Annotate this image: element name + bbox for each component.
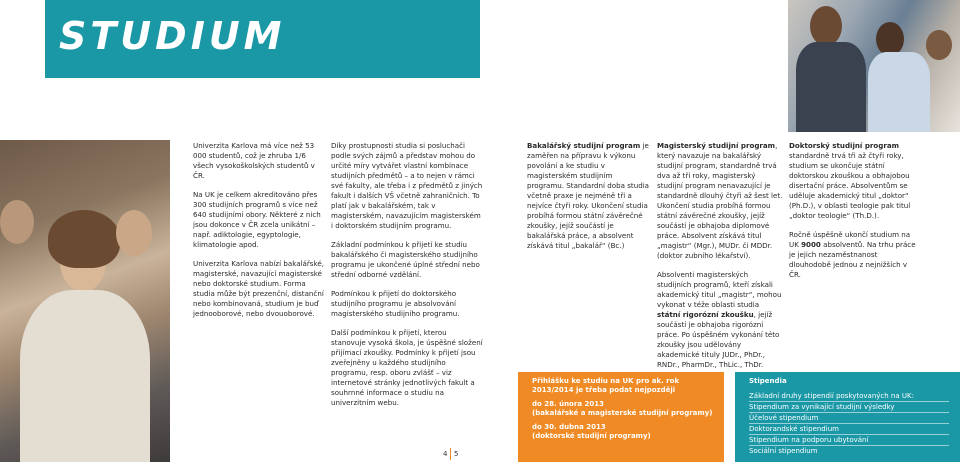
- conditions-paragraph: Díky prostupnosti studia si posluchači podle svých zájmů a představ mohou do určité míry vytvářet vlastní kombinace studijních předmětů – a to nejen v rámci své fakulty, ale třeba i z předmětů z jiných fakult i dalších VŠ včetně zahraničních. To platí jak v bakalářském, tak v magisterském, navazujícím magisterském i doktorském studijním programu.: [331, 141, 483, 230]
- bachelor-column: [527, 141, 651, 260]
- rigorous-paragraph: [657, 270, 783, 370]
- rigorous-exam-bold: státní rigorózní zkoušku: [657, 310, 754, 319]
- deadline-date: do 30. dubna 2013: [532, 423, 606, 431]
- person-body-shape: [796, 42, 866, 132]
- students-group-photo: [788, 0, 960, 132]
- conditions-paragraph: Další podmínkou k přijetí, kterou stanovuje vysoká škola, je úspěšné složení přijímací zkoušky. Podmínky k přijetí jsou zveřejněny u každého studijního programu, resp. oboru zvlášť – viz internetové stránky jednotlivých fakult a souhrnné informace o studiu na univerzitním webu.: [331, 328, 483, 407]
- deadline-date: do 28. února 2013: [532, 400, 604, 408]
- graduates-paragraph: [789, 230, 919, 280]
- master-column: [657, 141, 783, 379]
- scholarship-item: Stipendium za vynikající studijní výsledky: [749, 403, 895, 411]
- doctoral-text: standardně trvá tři až čtyři roky, studium se ukončuje státní doktorskou zkouškou a obhajobou disertační práce. Absolventům se uděluje akademický titul „doktor“ (Ph.D.), v oblasti teologie pak titul „doktor teologie“ (Th.D.).: [789, 151, 911, 220]
- page-title: STUDIUM: [59, 14, 286, 58]
- scholarship-item: Účelové stipendium: [749, 414, 819, 422]
- doctoral-heading: Doktorský studijní program: [789, 141, 900, 150]
- title-band: [45, 0, 480, 78]
- master-paragraph: [657, 141, 783, 261]
- conditions-paragraph: Základní podmínkou k přijetí ke studiu bakalářského či magisterského studijního programu je ukončené úplné střední nebo střední odborné vzdělání.: [331, 240, 480, 279]
- scholarship-item: Stipendium na podporu ubytování: [749, 436, 869, 444]
- rigorous-text-end: , jejíž součástí je obhajoba rigorózní práce. Po úspěšném vykonání této zkoušky jsou udělovány akademické tituly JUDr., PhDr., RNDr., PharmDr., ThLic., ThDr.: [657, 310, 780, 369]
- scholarships-intro: Základní druhy stipendií poskytovaných na UK:: [749, 392, 914, 400]
- divider: [749, 445, 949, 446]
- person-body-shape: [20, 290, 150, 462]
- application-deadline-box: [518, 372, 724, 462]
- person-head-shape: [810, 6, 842, 46]
- divider: [749, 423, 949, 424]
- lecture-students-photo: [0, 140, 170, 462]
- master-heading: Magisterský studijní program: [657, 141, 776, 150]
- scholarships-heading: Stipendia: [749, 377, 787, 385]
- intro-column: [193, 141, 327, 328]
- scholarship-item: Doktorandské stipendium: [749, 425, 839, 433]
- divider: [749, 434, 949, 435]
- page-separator: [450, 448, 451, 460]
- person-head-shape: [876, 22, 904, 56]
- graduates-text: Ročně úspěšně ukončí studium na UK: [789, 230, 911, 249]
- bachelor-paragraph: [527, 141, 651, 251]
- study-conditions-column: [331, 141, 483, 417]
- bachelor-text: je zaměřen na přípravu k výkonu povolání a ke studiu v magisterském studijním programu. Standardní doba studia včetně praxe je nejméně tři a nejvíce čtyři roky. Ukončení studia probíhá formou státní závěrečné zkoušky, jejíž součástí je bakalářská práce, a absolvent získává titul „bakalář“ (Bc.): [527, 141, 650, 250]
- page-number-right: 5: [454, 450, 459, 458]
- scholarships-box: [735, 372, 960, 462]
- graduates-text-end: absolventů. Na trhu práce je jejich nezaměstnanost dlouhodobě jednou z nejnižších v ČR.: [789, 240, 916, 279]
- rigorous-text: Absolventi magisterských studijních programů, kteří získali akademický titul „magistr“, mohou vykonat v téže oblasti studia: [657, 270, 782, 309]
- divider: [749, 412, 949, 413]
- deadline-note: (bakalářské a magisterské studijní programy): [532, 409, 713, 417]
- deadline-intro-line: Přihlášku ke studiu na UK pro ak. rok: [532, 377, 680, 385]
- conditions-paragraph: Podmínkou k přijetí do doktorského studijního programu je absolvování magisterského studijního programu.: [331, 289, 460, 318]
- person-head-shape: [926, 30, 952, 60]
- deadline-intro-line: 2013/2014 je třeba podat nejpozději: [532, 386, 676, 394]
- scholarship-item: Sociální stipendium: [749, 447, 818, 455]
- person-body-shape: [868, 52, 930, 132]
- hair-shape: [48, 210, 120, 268]
- person-head-shape: [116, 210, 152, 256]
- intro-paragraph: Univerzita Karlova nabízí bakalářské, magisterské, navazující magisterské nebo doktorské studium. Forma studia může být prezenční, distanční nebo kombinovaná, studium je buď jednooborové, nebo dvouoborové.: [193, 259, 324, 318]
- person-head-shape: [0, 200, 34, 244]
- doctoral-paragraph: [789, 141, 919, 221]
- intro-paragraph: Na UK je celkem akreditováno přes 300 studijních programů s více než 640 studijními obory. Některé z nich jsou dokonce v ČR zcela unikátní – např. adiktologie, egyptologie, klimatologie apod.: [193, 190, 321, 249]
- page-number-left: 4: [443, 450, 448, 458]
- bachelor-heading: Bakalářský studijní program: [527, 141, 641, 150]
- graduates-count: 9000: [801, 240, 821, 249]
- master-text: , který navazuje na bakalářský studijní program, standardně trvá dva až tři roky, magisterský studijní program nenavazující je standardně dlouhý čtyři až šest let. Ukončení studia probíhá formou státní závěrečné zkoušky, jejíž součástí je obhajoba diplomové práce. Absolvent získává titul „magistr“ (Mgr.), MUDr. či MDDr. (doktor zubního lékařství).: [657, 141, 783, 260]
- intro-paragraph: Univerzita Karlova má více než 53 000 studentů, což je zhruba 1/6 všech vysokoškolských studentů v ČR.: [193, 141, 315, 180]
- divider: [749, 401, 949, 402]
- doctoral-column: [789, 141, 919, 289]
- deadline-note: (doktorské studijní programy): [532, 432, 651, 440]
